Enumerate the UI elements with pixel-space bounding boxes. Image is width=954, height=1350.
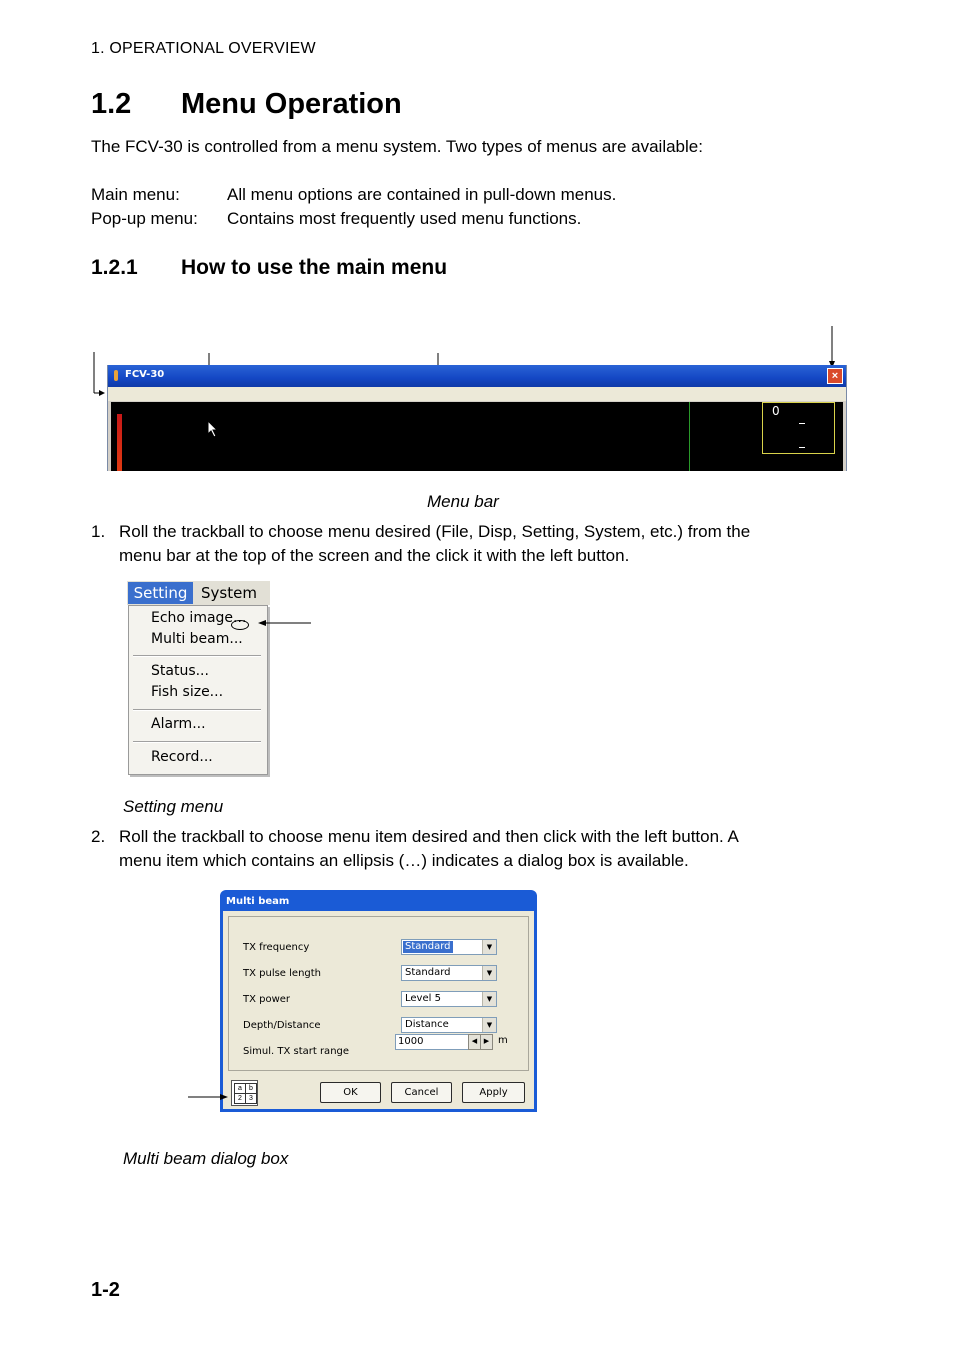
tx-pulse-length-select[interactable] — [401, 965, 497, 981]
keypad-key: 3 — [245, 1093, 257, 1104]
dropdown-arrow-icon[interactable]: ▼ — [482, 992, 496, 1006]
menu-separator — [133, 709, 261, 711]
divider-line — [689, 402, 690, 471]
step-text-line: menu bar at the top of the screen and the click it with the left button. — [119, 546, 630, 565]
main-menu-term: Main menu: — [91, 185, 180, 204]
tick-mark — [799, 423, 805, 424]
subsection-number: 1.2.1 — [91, 256, 138, 279]
color-scale-bar — [117, 414, 122, 471]
menu-item-record[interactable]: Record... — [151, 749, 213, 765]
close-button[interactable]: × — [827, 368, 843, 384]
menu-separator — [133, 741, 261, 743]
figure2-caption: Setting menu — [123, 797, 224, 816]
menu-item-status[interactable]: Status... — [151, 663, 209, 679]
step-number: 2. — [91, 827, 106, 846]
dialog-body — [223, 911, 534, 1109]
tick-mark — [799, 447, 805, 448]
keypad-callout — [186, 1089, 232, 1105]
step-number: 1. — [91, 522, 106, 541]
ellipsis-highlight — [231, 620, 249, 630]
figure1-caption: Menu bar — [427, 492, 499, 511]
figure3-caption: Multi beam dialog box — [123, 1149, 289, 1168]
range-unit: m — [498, 1035, 508, 1046]
window-title: FCV-30 — [125, 369, 165, 380]
dropdown-arrow-icon[interactable]: ▼ — [482, 1018, 496, 1032]
tx-power-select[interactable] — [401, 991, 497, 1007]
apply-button[interactable]: Apply — [462, 1082, 525, 1103]
step-text-line: Roll the trackball to choose menu desired (File, Disp, Setting, System, etc.) from the — [119, 522, 751, 541]
intro-paragraph: The FCV-30 is controlled from a menu system. Two types of menus are available: — [91, 137, 703, 156]
tx-pulse-length-label: TX pulse length — [243, 968, 322, 979]
page-number: 1-2 — [91, 1279, 120, 1301]
fcv30-window — [107, 365, 847, 471]
select-value: Level 5 — [405, 993, 441, 1004]
popup-menu-desc: Contains most frequently used menu functions. — [227, 209, 582, 228]
depth-distance-select[interactable] — [401, 1017, 497, 1033]
tx-frequency-select[interactable] — [401, 939, 497, 955]
tx-frequency-label: TX frequency — [243, 942, 310, 953]
section-title: Menu Operation — [181, 88, 402, 120]
start-range-label: Simul. TX start range — [243, 1046, 350, 1057]
spin-left-icon[interactable]: ◀ — [468, 1034, 481, 1050]
ellipsis-callout — [255, 615, 315, 631]
dropdown-arrow-icon[interactable]: ▼ — [482, 940, 496, 954]
menu-bar-strip — [127, 581, 270, 605]
input-value: 1000 — [398, 1036, 424, 1047]
start-range-input[interactable] — [395, 1034, 469, 1050]
window-titlebar — [108, 365, 846, 387]
keypad-key: b — [245, 1083, 257, 1094]
popup-menu-term: Pop-up menu: — [91, 209, 198, 228]
subsection-title: How to use the main menu — [181, 256, 448, 279]
cancel-button[interactable]: Cancel — [391, 1082, 452, 1103]
dialog-title: Multi beam — [226, 896, 290, 907]
menu-item-multi-beam[interactable]: Multi beam... — [151, 631, 243, 647]
step-text-line: Roll the trackball to choose menu item desired and then click with the left button. A — [119, 827, 739, 846]
spin-right-icon[interactable]: ▶ — [480, 1034, 493, 1050]
depth-distance-label: Depth/Distance — [243, 1020, 321, 1031]
menu-separator — [133, 655, 261, 657]
menu-system[interactable]: System — [201, 584, 257, 602]
menu-item-alarm[interactable]: Alarm... — [151, 716, 206, 732]
select-value: Standard — [405, 967, 451, 978]
keypad-key: a — [234, 1083, 246, 1094]
menu-setting[interactable]: Setting — [128, 582, 193, 604]
readout-box — [762, 402, 835, 454]
menu-item-echo-image[interactable]: Echo image... — [151, 610, 247, 626]
step-1 — [91, 520, 831, 568]
keypad-icon[interactable] — [231, 1080, 258, 1106]
readout-value: 0 — [772, 404, 780, 418]
step-text-line: menu item which contains an ellipsis (…) indicates a dialog box is available. — [119, 851, 689, 870]
multi-beam-dialog — [220, 890, 537, 1112]
tx-power-label: TX power — [243, 994, 291, 1005]
dropdown-arrow-icon[interactable]: ▼ — [482, 966, 496, 980]
subsection-heading — [91, 256, 448, 280]
echo-display — [111, 402, 843, 471]
section-number: 1.2 — [91, 88, 132, 120]
menu-item-fish-size[interactable]: Fish size... — [151, 684, 224, 700]
select-value: Standard — [405, 941, 451, 952]
step-2 — [91, 825, 831, 873]
running-header: 1. OPERATIONAL OVERVIEW — [91, 40, 316, 57]
pointer-cursor-icon — [207, 420, 219, 438]
main-menu-desc: All menu options are contained in pull-down menus. — [227, 185, 617, 204]
setting-dropdown — [128, 605, 268, 775]
select-value: Distance — [405, 1019, 449, 1030]
setting-menu-figure — [127, 581, 270, 776]
app-icon — [114, 370, 118, 381]
menu-bar[interactable] — [108, 387, 846, 401]
section-heading — [91, 88, 402, 121]
keypad-key: 2 — [234, 1093, 246, 1104]
ok-button[interactable]: OK — [320, 1082, 381, 1103]
